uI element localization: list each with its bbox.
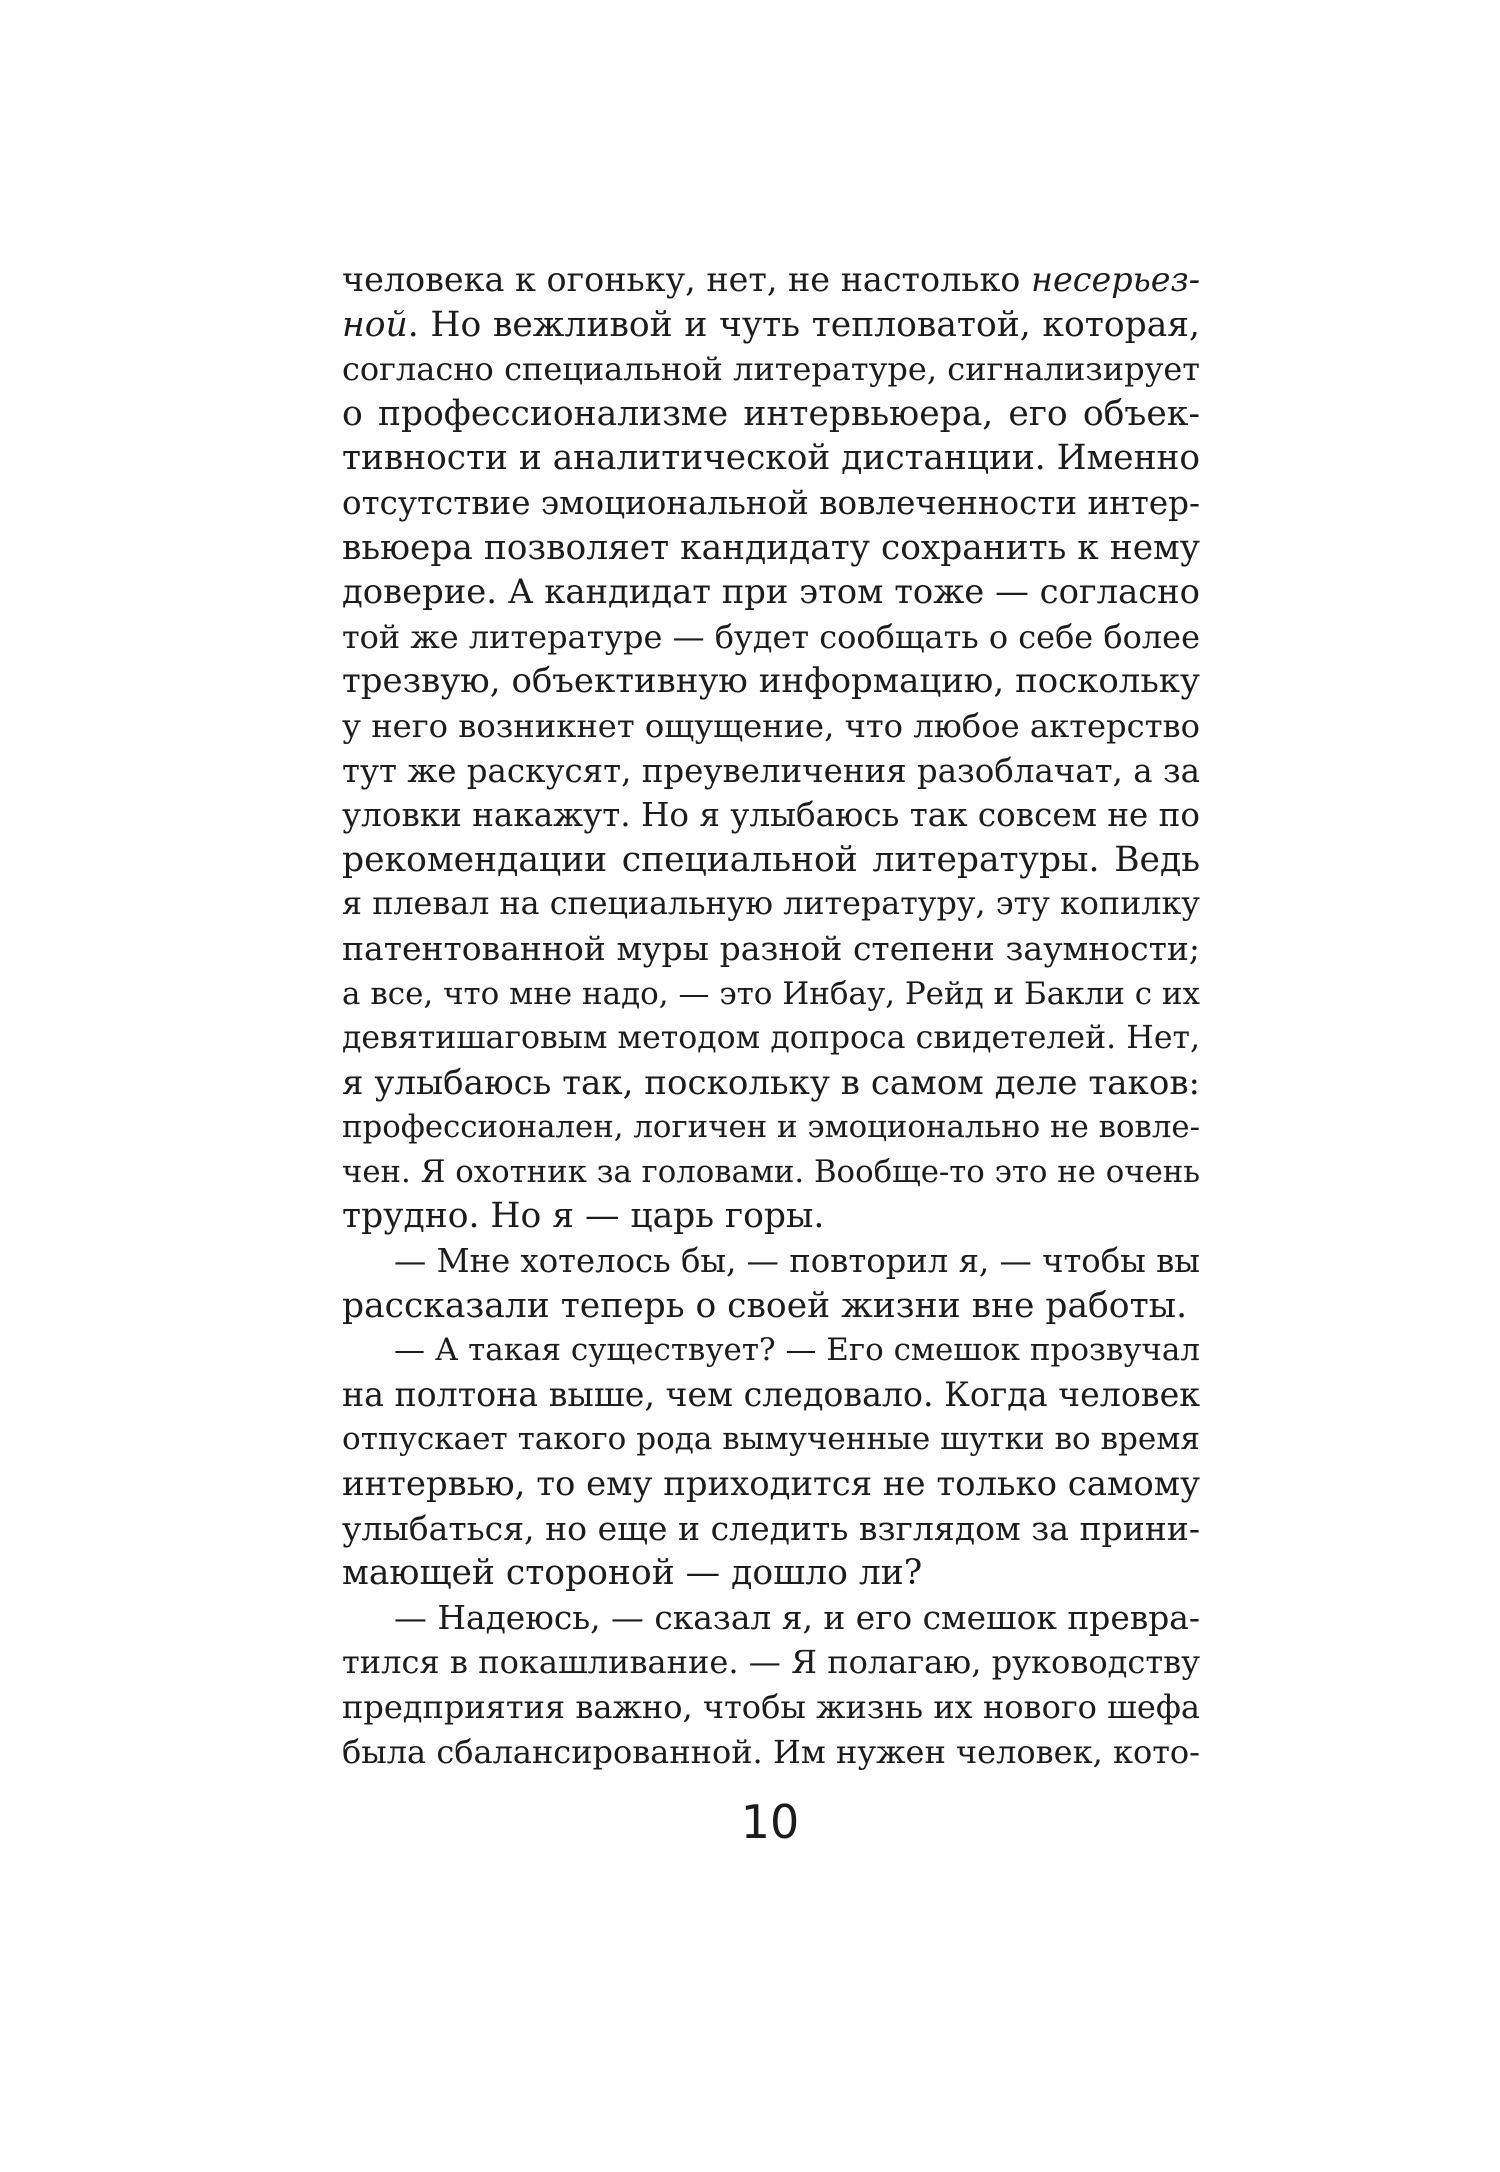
text-line: профессионален, логичен и эмоционально не вовле- [342, 1109, 1200, 1146]
text-line: тился в покашливание. — Я полагаю, руководству [342, 1643, 1200, 1682]
text-line: ной. Но вежливой и чуть тепловатой, которая, [342, 304, 1200, 345]
text-line: согласно специальной литературе, сигнализирует [342, 350, 1200, 389]
text-line: патентованной муры разной степени заумности; [342, 928, 1200, 968]
text-line: мающей стороной — дошло ли? [342, 1553, 923, 1594]
text-line: а все, что мне надо, — это Инбау, Рейд и Бакли с их [342, 975, 1200, 1012]
text-line: человека к огоньку, нет, не настолько несерьез- [342, 260, 1200, 299]
text-line: уловки накажут. Но я улыбаюсь так совсем не по [342, 796, 1200, 835]
text-line: — А такая существует? — Его смешок прозвучал [394, 1332, 1200, 1369]
text-line: о профессионализме интервьюера, его объек- [342, 393, 1200, 434]
text-line: — Надеюсь, — сказал я, и его смешок превра- [394, 1597, 1200, 1637]
text-line: чен. Я охотник за головами. Вообще-то это не очень [342, 1153, 1200, 1190]
text-line: я улыбаюсь так, поскольку в самом деле таков: [342, 1062, 1200, 1103]
text-line: той же литературе — будет сообщать о себе более [342, 617, 1200, 656]
text-line: — Мне хотелось бы, — повторил я, — чтобы вы [394, 1242, 1200, 1281]
text-line: у него возникнет ощущение, что любое актерство [342, 706, 1200, 745]
text-line: на полтона выше, чем следовало. Когда человек [342, 1374, 1200, 1414]
text-line: интервью, то ему приходится не только самому [342, 1464, 1200, 1504]
text-line: я плевал на специальную литературу, эту копилку [342, 886, 1200, 923]
text-line: вьюера позволяет кандидату сохранить к нему [342, 527, 1200, 568]
text-line: отпускает такого рода вымученные шутки во время [342, 1421, 1200, 1458]
text-line: была сбалансированной. Им нужен человек, кото- [342, 1732, 1200, 1771]
text-line: рассказали теперь о своей жизни вне работы. [342, 1285, 1188, 1326]
text-line: рекомендации специальной литературы. Ведь [342, 839, 1200, 880]
text-line: трудно. Но я — царь горы. [342, 1196, 825, 1237]
text-line: предприятия важно, чтобы жизнь их нового шефа [342, 1688, 1200, 1726]
text-line: улыбаться, но еще и следить взглядом за прини- [342, 1508, 1200, 1548]
text-line: доверие. А кандидат при этом тоже — согласно [342, 572, 1200, 612]
text-line: тут же раскусят, преувеличения разоблачат, а за [342, 751, 1200, 790]
text-line: девятишаговым методом допроса свидетелей. Нет, [342, 1020, 1200, 1057]
page-number: 10 [740, 1795, 800, 1849]
text-line: отсутствие эмоциональной вовлеченности интер- [342, 483, 1200, 522]
body-text [342, 258, 1200, 1774]
text-line: тивности и аналитической дистанции. Именно [342, 438, 1200, 479]
text-line: трезвую, объективную информацию, поскольку [342, 661, 1200, 702]
